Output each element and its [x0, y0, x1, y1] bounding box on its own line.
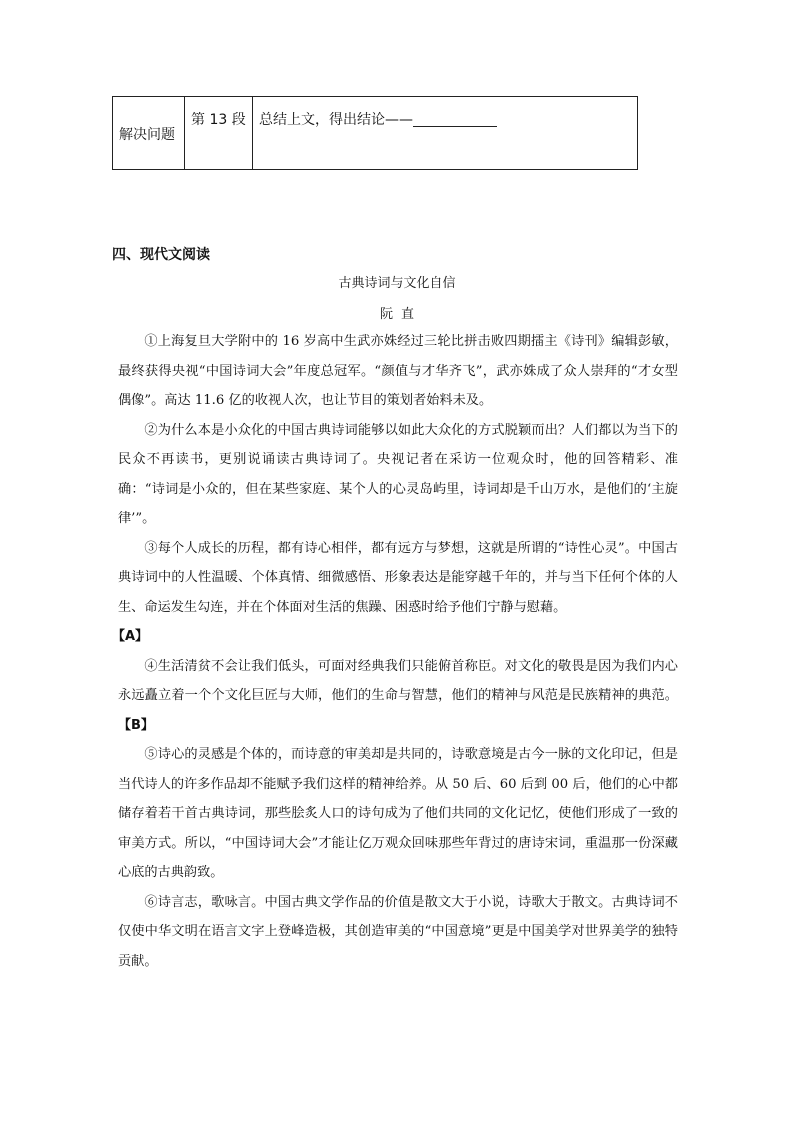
paragraph-4 [118, 652, 678, 741]
table-cell-content [253, 97, 637, 169]
answer-blank[interactable] [413, 112, 497, 127]
table-cell-paragraph-text: 第 13 段 [191, 112, 246, 128]
section-heading: 四、现代文阅读 [112, 247, 210, 263]
marker-b: 【B】 [118, 717, 154, 733]
marker-a-line [112, 622, 678, 652]
paragraph-1: ①上海复旦大学附中的 16 岁高中生武亦姝经过三轮比拼击败四期擂主《诗刊》编辑彭敏，最终获得央视“中国诗词大会”年度总冠军。“颜值与才华齐飞”，武亦姝成了众人崇拜的“才女型偶像”。高达 11.6 亿的收视人次，也让节目的策划者始料未及。 [118, 334, 678, 408]
article-title: 古典诗词与文化自信 [338, 276, 456, 291]
table-cell-content-text [259, 109, 497, 129]
article-author: 阮直 [379, 307, 422, 322]
content-text: 总结上文，得出结论—— [259, 112, 413, 128]
paragraph-5: ⑤诗心的灵感是个体的，而诗意的审美却是共同的，诗歌意境是古今一脉的文化印记，但是当代诗人的许多作品却不能赋予我们这样的精神给养。从 50 后、60 后到 00 后，他们的心中都储存着若干首古典诗词，那些脍炙人口的诗句成为了他们共同的文化记忆，使他们形成了一致的审美方式。所以，“中国诗词大会”才能让亿万观众回味那些年背过的唐诗宋词，重温那一份深藏心底的古典韵致。 [118, 747, 678, 880]
paragraph-6: ⑥诗言志，歌咏言。中国古典文学作品的价值是散文大于小说，诗歌大于散文。古典诗词不仅使中华文明在语言文字上登峰造极，其创造审美的“中国意境”更是中国美学对世界美学的独特贡献。 [118, 894, 678, 969]
paragraph-4-text: ④生活清贫不会让我们低头，可面对经典我们只能俯首称臣。对文化的敬畏是因为我们内心永远矗立着一个个文化巨匠与大师，他们的生命与智慧，他们的精神与风范是民族精神的典范。 [118, 658, 678, 703]
marker-a: 【A】 [112, 629, 149, 644]
paragraph-2: ②为什么本是小众化的中国古典诗词能够以如此大众化的方式脱颖而出？人们都以为当下的民众不再读书，更别说诵读古典诗词了。央视记者在采访一位观众时，他的回答精彩、准确：“诗词是小众的，但在某些家庭、某个人的心灵岛屿里，诗词却是千山万水，是他们的‘主旋律’”。 [118, 422, 678, 526]
paragraph-3: ③每个人成长的历程，都有诗心相伴，都有远方与梦想，这就是所谓的“诗性心灵”。中国古典诗词中的人性温暖、个体真情、细微感悟、形象表达是能穿越千年的，并与当下任何个体的人生、命运发生勾连，并在个体面对生活的焦躁、困惑时给予他们宁静与慰藉。 [118, 540, 678, 615]
outline-table [112, 96, 638, 170]
table-cell-stage [113, 97, 185, 169]
article-body [112, 327, 678, 976]
table-cell-paragraph [185, 97, 253, 169]
table-cell-stage-text: 解决问题 [119, 127, 175, 143]
